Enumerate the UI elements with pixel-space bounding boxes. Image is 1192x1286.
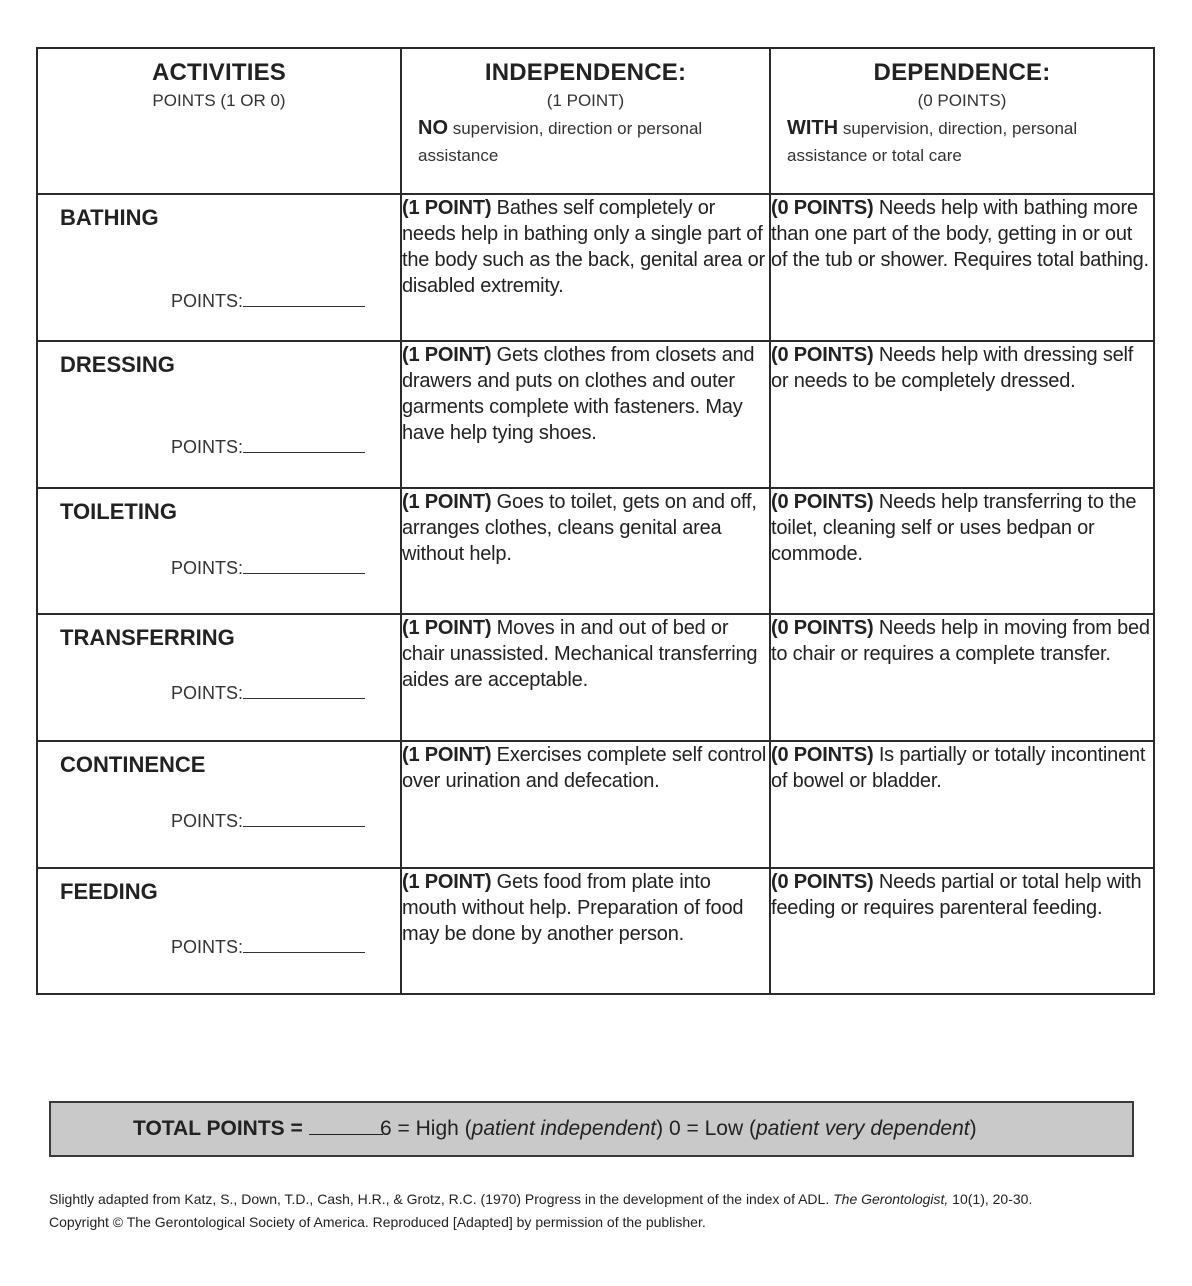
ind-text: Moves in and out of bed or chair unassisted. Mechanical transferring aides are acceptable. bbox=[402, 617, 758, 691]
ind-text: Exercises complete self control over urination and defecation. bbox=[402, 744, 767, 792]
header-row bbox=[37, 48, 1154, 194]
ind-text: Gets food from plate into mouth without help. Preparation of food may be done by another person. bbox=[402, 871, 744, 945]
activity-name: TRANSFERRING bbox=[60, 625, 235, 650]
citation bbox=[49, 1188, 1032, 1234]
independence-cell bbox=[401, 868, 770, 994]
points-field[interactable] bbox=[171, 682, 365, 704]
points-field[interactable] bbox=[171, 290, 365, 312]
legend-close: ) bbox=[969, 1117, 977, 1140]
dependence-cell bbox=[770, 614, 1154, 741]
dep-text: Needs help in moving from bed to chair or requires a complete transfer. bbox=[771, 617, 1150, 665]
points-label: POINTS: bbox=[171, 811, 244, 831]
ind-points: (1 POINT) bbox=[402, 871, 492, 893]
score-range-legend bbox=[380, 1103, 977, 1155]
total-points-label: TOTAL POINTS = bbox=[133, 1117, 303, 1140]
activity-name: TOILETING bbox=[60, 499, 177, 524]
dependence-lead: WITH bbox=[787, 117, 839, 139]
table-row bbox=[37, 341, 1154, 488]
citation-volume: 10(1), 20-30. bbox=[948, 1191, 1033, 1207]
activity-cell bbox=[37, 341, 401, 488]
points-label: POINTS: bbox=[171, 937, 244, 957]
total-points-blank[interactable] bbox=[309, 1116, 383, 1135]
activity-cell bbox=[37, 868, 401, 994]
citation-authors: Slightly adapted from Katz, S., Down, T.D., Cash, H.R., & Grotz, R.C. (1970) Progress in the development of the index of ADL. bbox=[49, 1191, 834, 1207]
points-blank[interactable] bbox=[243, 436, 365, 453]
high-prefix: 6 = High ( bbox=[380, 1117, 472, 1140]
dependence-description bbox=[787, 115, 1137, 169]
dep-text: Needs help with dressing self or needs to be completely dressed. bbox=[771, 344, 1134, 392]
low-description: patient very dependent bbox=[755, 1117, 970, 1140]
activities-header bbox=[37, 48, 401, 194]
ind-points: (1 POINT) bbox=[402, 197, 492, 219]
points-blank[interactable] bbox=[243, 936, 365, 953]
citation-line-1 bbox=[49, 1188, 1032, 1211]
points-blank[interactable] bbox=[243, 290, 365, 307]
dep-text: Is partially or totally incontinent of bowel or bladder. bbox=[771, 744, 1146, 792]
activity-name: FEEDING bbox=[60, 879, 158, 904]
independence-cell bbox=[401, 194, 770, 341]
independence-description bbox=[418, 115, 753, 169]
dep-text: Needs partial or total help with feeding or requires parenteral feeding. bbox=[771, 871, 1142, 919]
points-label: POINTS: bbox=[171, 291, 244, 311]
dependence-header bbox=[770, 48, 1154, 194]
points-field[interactable] bbox=[171, 936, 365, 958]
points-label: POINTS: bbox=[171, 558, 244, 578]
activity-cell bbox=[37, 741, 401, 868]
activity-cell bbox=[37, 194, 401, 341]
dep-points: (0 POINTS) bbox=[771, 197, 874, 219]
citation-line-2: Copyright © The Gerontological Society of America. Reproduced [Adapted] by permission of the publisher. bbox=[49, 1214, 706, 1230]
points-label: POINTS: bbox=[171, 683, 244, 703]
dep-points: (0 POINTS) bbox=[771, 344, 874, 366]
low-prefix: ) 0 = Low ( bbox=[656, 1117, 756, 1140]
dependence-cell bbox=[770, 868, 1154, 994]
dep-points: (0 POINTS) bbox=[771, 871, 874, 893]
independence-cell bbox=[401, 741, 770, 868]
ind-points: (1 POINT) bbox=[402, 344, 492, 366]
ind-points: (1 POINT) bbox=[402, 617, 492, 639]
table-row bbox=[37, 868, 1154, 994]
points-field[interactable] bbox=[171, 436, 365, 458]
points-label: POINTS: bbox=[171, 437, 244, 457]
dependence-cell bbox=[770, 488, 1154, 614]
dependence-subtitle: (0 POINTS) bbox=[917, 91, 1007, 110]
independence-title: INDEPENDENCE: bbox=[484, 59, 687, 86]
dep-text: Needs help transferring to the toilet, cleaning self or uses bedpan or commode. bbox=[771, 491, 1137, 565]
table-row bbox=[37, 741, 1154, 868]
points-field[interactable] bbox=[171, 557, 365, 579]
dependence-cell bbox=[770, 194, 1154, 341]
citation-journal: The Gerontologist, bbox=[833, 1191, 949, 1207]
dependence-title: DEPENDENCE: bbox=[873, 59, 1051, 86]
dependence-cell bbox=[770, 741, 1154, 868]
activity-cell bbox=[37, 614, 401, 741]
table-row bbox=[37, 194, 1154, 341]
activity-cell bbox=[37, 488, 401, 614]
total-points-bar bbox=[49, 1101, 1134, 1157]
independence-cell bbox=[401, 341, 770, 488]
activities-subtitle: POINTS (1 OR 0) bbox=[152, 91, 286, 110]
points-blank[interactable] bbox=[243, 557, 365, 574]
ind-text: Goes to toilet, gets on and off, arranges clothes, cleans genital area without help. bbox=[402, 491, 757, 565]
independence-subtitle: (1 POINT) bbox=[546, 91, 625, 110]
high-description: patient independent bbox=[471, 1117, 657, 1140]
total-points-field[interactable] bbox=[133, 1103, 383, 1155]
activity-name: BATHING bbox=[60, 205, 159, 230]
activity-name: CONTINENCE bbox=[60, 752, 206, 777]
dep-points: (0 POINTS) bbox=[771, 617, 874, 639]
adl-table bbox=[36, 47, 1155, 995]
dependence-cell bbox=[770, 341, 1154, 488]
table-row bbox=[37, 614, 1154, 741]
independence-lead: NO bbox=[418, 117, 448, 139]
independence-cell bbox=[401, 488, 770, 614]
ind-text: Gets clothes from closets and drawers and puts on clothes and outer garments complete with fasteners. May have help tying shoes. bbox=[402, 344, 755, 444]
activities-title: ACTIVITIES bbox=[151, 59, 286, 86]
table-row bbox=[37, 488, 1154, 614]
points-field[interactable] bbox=[171, 810, 365, 832]
points-blank[interactable] bbox=[243, 682, 365, 699]
independence-cell bbox=[401, 614, 770, 741]
dep-points: (0 POINTS) bbox=[771, 491, 874, 513]
ind-points: (1 POINT) bbox=[402, 491, 492, 513]
activity-name: DRESSING bbox=[60, 352, 175, 377]
independence-desc-text: supervision, direction or personal assistance bbox=[418, 119, 703, 165]
dep-points: (0 POINTS) bbox=[771, 744, 874, 766]
independence-header bbox=[401, 48, 770, 194]
ind-points: (1 POINT) bbox=[402, 744, 492, 766]
dependence-desc-text: supervision, direction, personal assistance or total care bbox=[787, 119, 1078, 165]
points-blank[interactable] bbox=[243, 810, 365, 827]
dep-text: Needs help with bathing more than one part of the body, getting in or out of the tub or shower. Requires total bathing. bbox=[771, 197, 1149, 271]
ind-text: Bathes self completely or needs help in bathing only a single part of the body such as the back, genital area or disabled extremity. bbox=[402, 197, 765, 297]
